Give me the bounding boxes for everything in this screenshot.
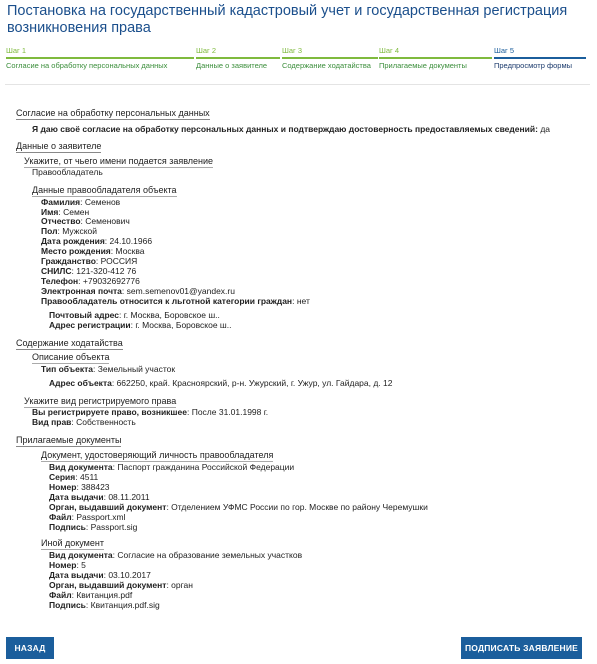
doc-field-row: Орган, выдавший документ: Отделением УФМС России по гор. Москве по району Черемушки	[49, 502, 428, 512]
field-label: Серия	[49, 472, 76, 482]
field-label: Адрес регистрации	[49, 320, 131, 330]
field-row: Правообладатель относится к льготной категории граждан: нет	[41, 296, 310, 306]
field-label: Вид документа	[49, 550, 113, 560]
field-row: Пол: Мужской	[41, 226, 97, 236]
field-label: Адрес объекта	[49, 378, 112, 388]
object-type-row: Тип объекта: Земельный участок	[41, 364, 176, 374]
step-label: Предпросмотр формы	[494, 61, 573, 70]
step-label: Содержание ходатайства	[282, 61, 371, 70]
field-row: Телефон: +79032692776	[41, 276, 140, 286]
field-value: Passport.xml	[76, 512, 126, 522]
sign-application-button[interactable]: ПОДПИСАТЬ ЗАЯВЛЕНИЕ	[461, 637, 582, 659]
applicant-heading: Данные о заявителе	[16, 141, 102, 151]
doc-field-row: Файл: Passport.xml	[49, 512, 126, 522]
doc-field-row: Вид документа: Паспорт гражданина Российской Федерации	[49, 462, 295, 472]
field-value: Квитанция.pdf.sig	[90, 600, 160, 610]
step-progress-bar	[196, 57, 280, 59]
field-row: СНИЛС: 121-320-412 76	[41, 266, 137, 276]
field-value: Москва	[115, 246, 145, 256]
field-value: Семенович	[85, 216, 130, 226]
field-value: Паспорт гражданина Российской Федерации	[117, 462, 295, 472]
field-value: После 31.01.1998 г.	[191, 407, 269, 417]
field-label: Орган, выдавший документ	[49, 580, 167, 590]
field-label: Тип объекта	[41, 364, 93, 374]
field-value: нет	[296, 296, 310, 306]
field-value: 5	[81, 560, 86, 570]
field-label: Дата выдачи	[49, 570, 104, 580]
field-label: Номер	[49, 482, 77, 492]
field-value: Мужской	[62, 226, 97, 236]
divider	[5, 84, 590, 85]
field-value: Семен	[63, 207, 90, 217]
doc-field-row: Файл: Квитанция.pdf	[49, 590, 133, 600]
registration-address-row: Адрес регистрации: г. Москва, Боровское ш..	[49, 320, 232, 330]
doc1-heading: Документ, удостоверяющий личность правообладателя	[41, 450, 274, 460]
field-label: Дата выдачи	[49, 492, 104, 502]
documents-heading: Прилагаемые документы	[16, 435, 122, 445]
field-row: Гражданство: РОССИЯ	[41, 256, 138, 266]
field-value: 03.10.2017	[108, 570, 151, 580]
field-value: Земельный участок	[97, 364, 176, 374]
step-number: Шаг 1	[6, 46, 27, 55]
field-label: Подпись	[49, 522, 86, 532]
right-kind-row: Вид прав: Собственность	[32, 417, 136, 427]
consent-answer: да	[540, 124, 551, 134]
step-2[interactable]	[196, 46, 280, 72]
field-row: Имя: Семен	[41, 207, 90, 217]
step-number: Шаг 2	[196, 46, 217, 55]
step-4[interactable]	[379, 46, 492, 72]
field-label: Подпись	[49, 600, 86, 610]
field-value: 388423	[81, 482, 110, 492]
field-value: Согласие на образование земельных участков	[117, 550, 303, 560]
field-value: г. Москва, Боровское ш..	[123, 310, 220, 320]
field-value: Отделением УФМС России по гор. Москве по району Черемушки	[171, 502, 428, 512]
field-label: Номер	[49, 560, 77, 570]
field-value: орган	[171, 580, 193, 590]
field-label: Телефон	[41, 276, 79, 286]
doc-field-row: Дата выдачи: 03.10.2017	[49, 570, 151, 580]
field-value: г. Москва, Боровское ш..	[135, 320, 232, 330]
holder-heading: Данные правообладателя объекта	[32, 185, 177, 195]
field-value: 08.11.2011	[108, 492, 150, 502]
postal-address-row: Почтовый адрес: г. Москва, Боровское ш..	[49, 310, 220, 320]
petition-heading: Содержание ходатайства	[16, 338, 123, 348]
doc-field-row: Номер: 388423	[49, 482, 110, 492]
field-value: Passport.sig	[90, 522, 138, 532]
field-label: Вид прав	[32, 417, 72, 427]
field-label: Место рождения	[41, 246, 111, 256]
field-row: Отчество: Семенович	[41, 216, 130, 226]
field-value: 121-320-412 76	[76, 266, 137, 276]
field-value: Семенов	[84, 197, 121, 207]
doc-field-row: Номер: 5	[49, 560, 86, 570]
doc-field-row: Подпись: Квитанция.pdf.sig	[49, 600, 160, 610]
field-label: Файл	[49, 590, 72, 600]
step-label: Прилагаемые документы	[379, 61, 467, 70]
doc-field-row: Дата выдачи: 08.11.2011	[49, 492, 150, 502]
field-label: Гражданство	[41, 256, 96, 266]
field-row: Дата рождения: 24.10.1966	[41, 236, 153, 246]
consent-heading: Согласие на обработку персональных данных	[16, 108, 210, 118]
step-label: Согласие на обработку персональных данных	[6, 61, 168, 70]
page-title: Постановка на государственный кадастровый учет и государственная регистрация возникновения права	[7, 3, 568, 36]
wizard-steps	[6, 46, 586, 72]
right-after-row: Вы регистрируете право, возникшее: После 31.01.1998 г.	[32, 407, 269, 417]
field-label: Орган, выдавший документ	[49, 502, 167, 512]
field-label: Отчество	[41, 216, 81, 226]
field-label: Фамилия	[41, 197, 81, 207]
object-address-row: Адрес объекта: 662250, край. Красноярский, р-н. Ужурский, г. Ужур, ул. Гайдара, д. 12	[49, 378, 393, 388]
field-value: 4511	[79, 472, 99, 482]
step-progress-bar	[282, 57, 378, 59]
on-behalf-heading: Укажите, от чьего имени подается заявление	[24, 156, 214, 166]
field-label: Электронная почта	[41, 286, 122, 296]
step-number: Шаг 4	[379, 46, 400, 55]
field-value: Собственность	[76, 417, 136, 427]
field-value: 24.10.1966	[109, 236, 153, 246]
field-label: Файл	[49, 512, 72, 522]
field-value: 662250, край. Красноярский, р-н. Ужурский, г. Ужур, ул. Гайдара, д. 12	[116, 378, 393, 388]
step-progress-bar	[379, 57, 492, 59]
field-label: СНИЛС	[41, 266, 72, 276]
field-label: Имя	[41, 207, 59, 217]
step-number: Шаг 5	[494, 46, 515, 55]
field-label: Почтовый адрес	[49, 310, 119, 320]
doc-field-row: Вид документа: Согласие на образование земельных участков	[49, 550, 303, 560]
step-5[interactable]	[494, 46, 586, 72]
on-behalf-value: Правообладатель	[32, 167, 103, 177]
object-heading: Описание объекта	[32, 352, 110, 362]
field-value: Квитанция.pdf	[76, 590, 133, 600]
doc-field-row: Орган, выдавший документ: орган	[49, 580, 193, 590]
field-row: Место рождения: Москва	[41, 246, 145, 256]
field-value: РОССИЯ	[100, 256, 138, 266]
field-row: Электронная почта: sem.semenov01@yandex.ru	[41, 286, 235, 296]
consent-statement	[32, 124, 588, 134]
doc2-heading: Иной документ	[41, 538, 104, 548]
field-label: Вы регистрируете право, возникшее	[32, 407, 187, 417]
consent-text: Я даю своё согласие на обработку персональных данных и подтверждаю достоверность предоставляемых сведений:	[32, 124, 538, 134]
doc-field-row: Серия: 4511	[49, 472, 99, 482]
right-heading: Укажите вид регистрируемого права	[24, 396, 177, 406]
field-label: Правообладатель относится к льготной категории граждан	[41, 296, 293, 306]
step-1[interactable]	[6, 46, 194, 72]
step-label: Данные о заявителе	[196, 61, 268, 70]
back-button[interactable]: НАЗАД	[6, 637, 54, 659]
step-number: Шаг 3	[282, 46, 303, 55]
step-progress-bar	[6, 57, 194, 59]
field-row: Фамилия: Семенов	[41, 197, 121, 207]
field-label: Дата рождения	[41, 236, 105, 246]
doc-field-row: Подпись: Passport.sig	[49, 522, 138, 532]
field-value: +79032692776	[82, 276, 140, 286]
field-value: sem.semenov01@yandex.ru	[126, 286, 235, 296]
field-label: Пол	[41, 226, 58, 236]
step-progress-bar	[494, 57, 586, 59]
field-label: Вид документа	[49, 462, 113, 472]
step-3[interactable]	[282, 46, 378, 72]
